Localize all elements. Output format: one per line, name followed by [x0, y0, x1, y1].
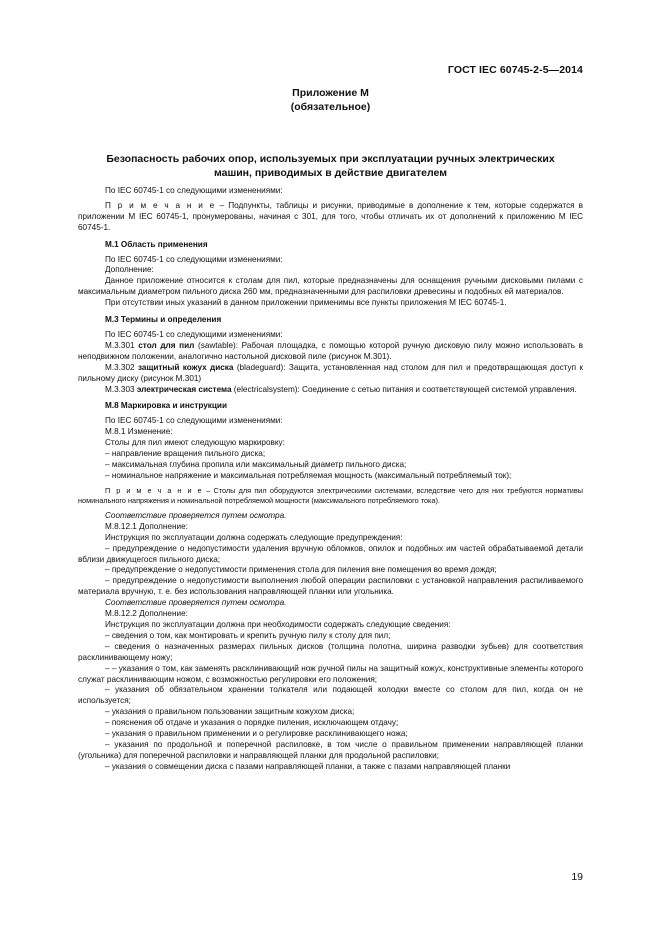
section-heading-m1: М.1 Область применения	[105, 239, 208, 249]
term-number: М.3.301	[105, 340, 139, 350]
appendix-title: Приложение М	[292, 87, 369, 99]
term-text: (bladeguard): Защита, установленная над столом для пил и предотвращающая доступ к пильному диску (рисунок М.301)	[78, 362, 583, 383]
main-title	[0, 152, 661, 180]
list-item: – предупреждение о недопустимости выполнения любой операции распиловки с установкой направления распиливаемого материала вручную, т. е. без использования направляющей планки или угольника.	[78, 576, 583, 597]
term-definition	[78, 385, 583, 396]
paragraph: По IEC 60745-1 со следующими изменениями:	[105, 329, 283, 339]
list-item: – предупреждение о недопустимости применения стола для пиления вне помещения во время дождя;	[105, 565, 497, 575]
paragraph: По IEC 60745-1 со следующими изменениями:	[105, 416, 283, 426]
appendix-title-block	[0, 86, 661, 114]
note-text: – Подпункты, таблицы и рисунки, приводимые в дополнение к тем, которые содержатся в приложении М IEC 60745-1, пронумерованы, начиная с 301, для того, чтобы отличать их от дополнений к приложению М IEC 60745-1.	[78, 200, 583, 232]
list-item: – указания о совмещении диска с пазами направляющей планки, а также с пазами направляющей планки	[105, 761, 511, 771]
check-statement	[78, 511, 583, 522]
main-title-line2: машин, приводимых в действие двигателем	[213, 167, 447, 179]
term-text: (electricalsystem): Соединение с сетью питания и соответствующей системой управления.	[231, 384, 577, 394]
paragraph: При отсутствии иных указаний в данном приложении применимы все пункты приложения М IEC 60745-1.	[105, 298, 507, 308]
check-statement	[78, 598, 583, 609]
term-text: (sawtable): Рабочая площадка, с помощью которой ручную дисковую пилу можно использовать в неподвижном положении, аналогично настольной дисковой пиле (рисунок М.301).	[78, 340, 583, 361]
term-number: М.3.302	[105, 362, 138, 372]
paragraph: Дополнение:	[105, 265, 154, 275]
note-label: П р и м е ч а н и е	[105, 200, 216, 210]
term-definition	[78, 363, 583, 385]
page-number: 19	[571, 871, 583, 883]
appendix-subtitle: (обязательное)	[290, 101, 371, 113]
list-item: – указания о правильном пользовании защитным кожухом диска;	[105, 707, 355, 717]
term-definition	[78, 341, 583, 363]
list-item: – предупреждение о недопустимости удаления вручную обломков, опилок и подобных им частей обрабатываемой детали вблизи движущегося пильного диска;	[78, 543, 583, 564]
list-item: – сведения о назначенных размерах пильных дисков (толщина полотна, ширина разводки зубьев) для соответствия расклинивающему ножу;	[78, 641, 583, 662]
paragraph: По IEC 60745-1 со следующими изменениями:	[105, 254, 283, 264]
section-heading-m3: М.3 Термины и определения	[105, 315, 222, 325]
section-heading-m8: М.8 Маркировка и инструкции	[105, 401, 227, 411]
paragraph: Столы для пил имеют следующую маркировку:	[105, 438, 285, 448]
term-number: М.3.303	[105, 384, 137, 394]
list-item: – максимальная глубина пропила или максимальный диаметр пильного диска;	[105, 459, 407, 469]
list-item: – направление вращения пильного диска;	[105, 449, 266, 459]
paragraph: М.8.12.1 Дополнение:	[105, 521, 188, 531]
list-item: – указания по продольной и поперечной распиловке, в том числе о правильном применении направляющей планки (угольника) для поперечной распиловки и направляющей планки для продольной распиловки;	[78, 739, 583, 760]
paragraph: М.8.12.2 Дополнение:	[105, 609, 188, 619]
list-item: – – указания о том, как заменять расклинивающий нож ручной пилы на защитный кожух, конструктивные элементы которого служат расклинивающим ножом, с возможностью регулировки его положения;	[78, 663, 583, 684]
note-label: П р и м е ч а н и е	[105, 485, 204, 495]
paragraph: Инструкция по эксплуатации должна при необходимости содержать следующие сведения:	[105, 620, 451, 629]
list-item: – номинальное напряжение и максимальная потребляемая мощность (максимальный потребляемый ток);	[105, 470, 512, 480]
body-content	[78, 186, 583, 773]
standard-header: ГОСТ IEC 60745-2-5—2014	[447, 64, 583, 76]
term-name: стол для пил	[138, 340, 195, 350]
check-text: Соответствие проверяется путем осмотра.	[105, 510, 287, 520]
term-name: электрическая система	[136, 384, 232, 394]
list-item: – сведения о том, как монтировать и крепить ручную пилу к столу для пил;	[105, 630, 391, 640]
list-item: – указания о правильном применении и о регулировке расклинивающего ножа;	[105, 729, 408, 739]
paragraph: Инструкция по эксплуатации должна содержать следующие предупреждения:	[105, 532, 403, 542]
main-title-line1: Безопасность рабочих опор, используемых при эксплуатации ручных электрических	[106, 153, 555, 165]
intro-note	[78, 201, 583, 234]
term-name: защитный кожух диска	[137, 362, 234, 372]
list-item: – пояснения об отдаче и указания о порядке пиления, исключающем отдачу;	[105, 718, 399, 728]
intro-paragraph: По IEC 60745-1 со следующими изменениями:	[105, 186, 283, 195]
note-text: – Столы для пил оборудуются электрическими системами, вследствие чего для них требуются нормативы номинального напряжения и номинальной потребляемой мощности (максимального потребляемого тока).	[78, 485, 583, 506]
paragraph: Данное приложение относится к столам для пил, которые предназначены для оснащения ручными дисковыми пилами с максимальным диаметром пильного диска 260 мм, предназначенными для распиловки древесины и подобных ей материалов.	[78, 276, 583, 297]
paragraph: М.8.1 Изменение:	[105, 427, 173, 437]
list-item: – указания об обязательном хранении толкателя или подающей колодки вместе со столом для пил, когда он не используется;	[78, 685, 583, 706]
check-text: Соответствие проверяется путем осмотра.	[105, 598, 287, 608]
m8-note	[78, 486, 583, 507]
